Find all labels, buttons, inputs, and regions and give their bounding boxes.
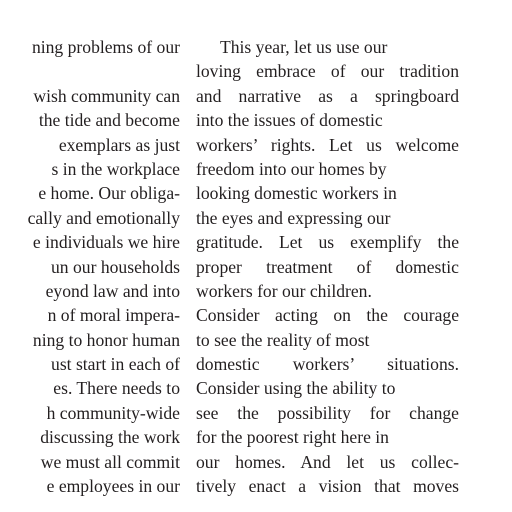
text-line: cally and emotionally (27, 207, 180, 228)
text-line: un our households (50, 256, 180, 277)
right-text-column (196, 35, 459, 498)
text-line: s in the workplace (51, 158, 180, 179)
left-column-lines (0, 35, 180, 498)
text-line: This year, let us use our (220, 37, 388, 57)
text-line: ning problems of our (31, 37, 180, 57)
text-line (0, 59, 180, 83)
text-line: Consider using the ability to (196, 378, 396, 399)
text-line: proper treatment of domestic (196, 256, 459, 277)
text-line: es. There needs to (53, 378, 180, 399)
text-line: tively enact a vision that moves (196, 476, 459, 497)
text-line: ust start in each of (51, 354, 180, 375)
text-line: gratitude. Let us exemplify the (196, 232, 459, 253)
text-line: eyond law and into (45, 280, 180, 301)
text-line: the tide and become (38, 110, 180, 131)
text-line: loving embrace of our tradition (196, 61, 459, 82)
text-line: freedom into our homes by (196, 158, 387, 179)
text-line: exemplars as just (58, 134, 180, 155)
text-line: e home. Our obliga- (38, 183, 180, 204)
text-line: Consider acting on the courage (196, 305, 459, 326)
text-line: discussing the work (40, 427, 180, 448)
text-line: to see the reality of most (196, 329, 370, 350)
text-line: wish community can (33, 85, 180, 106)
text-line: for the poorest right here in (196, 427, 389, 448)
text-line: workers’ rights. Let us welcome (196, 134, 459, 155)
text-line: the eyes and expressing our (196, 207, 391, 228)
text-line: see the possibility for change (196, 402, 459, 423)
text-line: e employees in our (46, 476, 180, 497)
left-text-column (0, 35, 180, 498)
text-line: into the issues of domestic (196, 110, 383, 131)
text-line: and narrative as a springboard (196, 85, 459, 106)
right-column-lines (196, 35, 459, 498)
text-line: e individuals we hire (32, 232, 180, 253)
text-line: domestic workers’ situations. (196, 354, 459, 375)
text-line: looking domestic workers in (196, 183, 397, 204)
text-line: h community-wide (46, 402, 180, 423)
text-line: n of moral impera- (47, 305, 180, 326)
text-line: our homes. And let us collec- (196, 451, 459, 472)
text-line: workers for our children. (196, 280, 372, 301)
text-line: ning to honor human (32, 329, 180, 350)
text-line: we must all commit (40, 451, 180, 472)
